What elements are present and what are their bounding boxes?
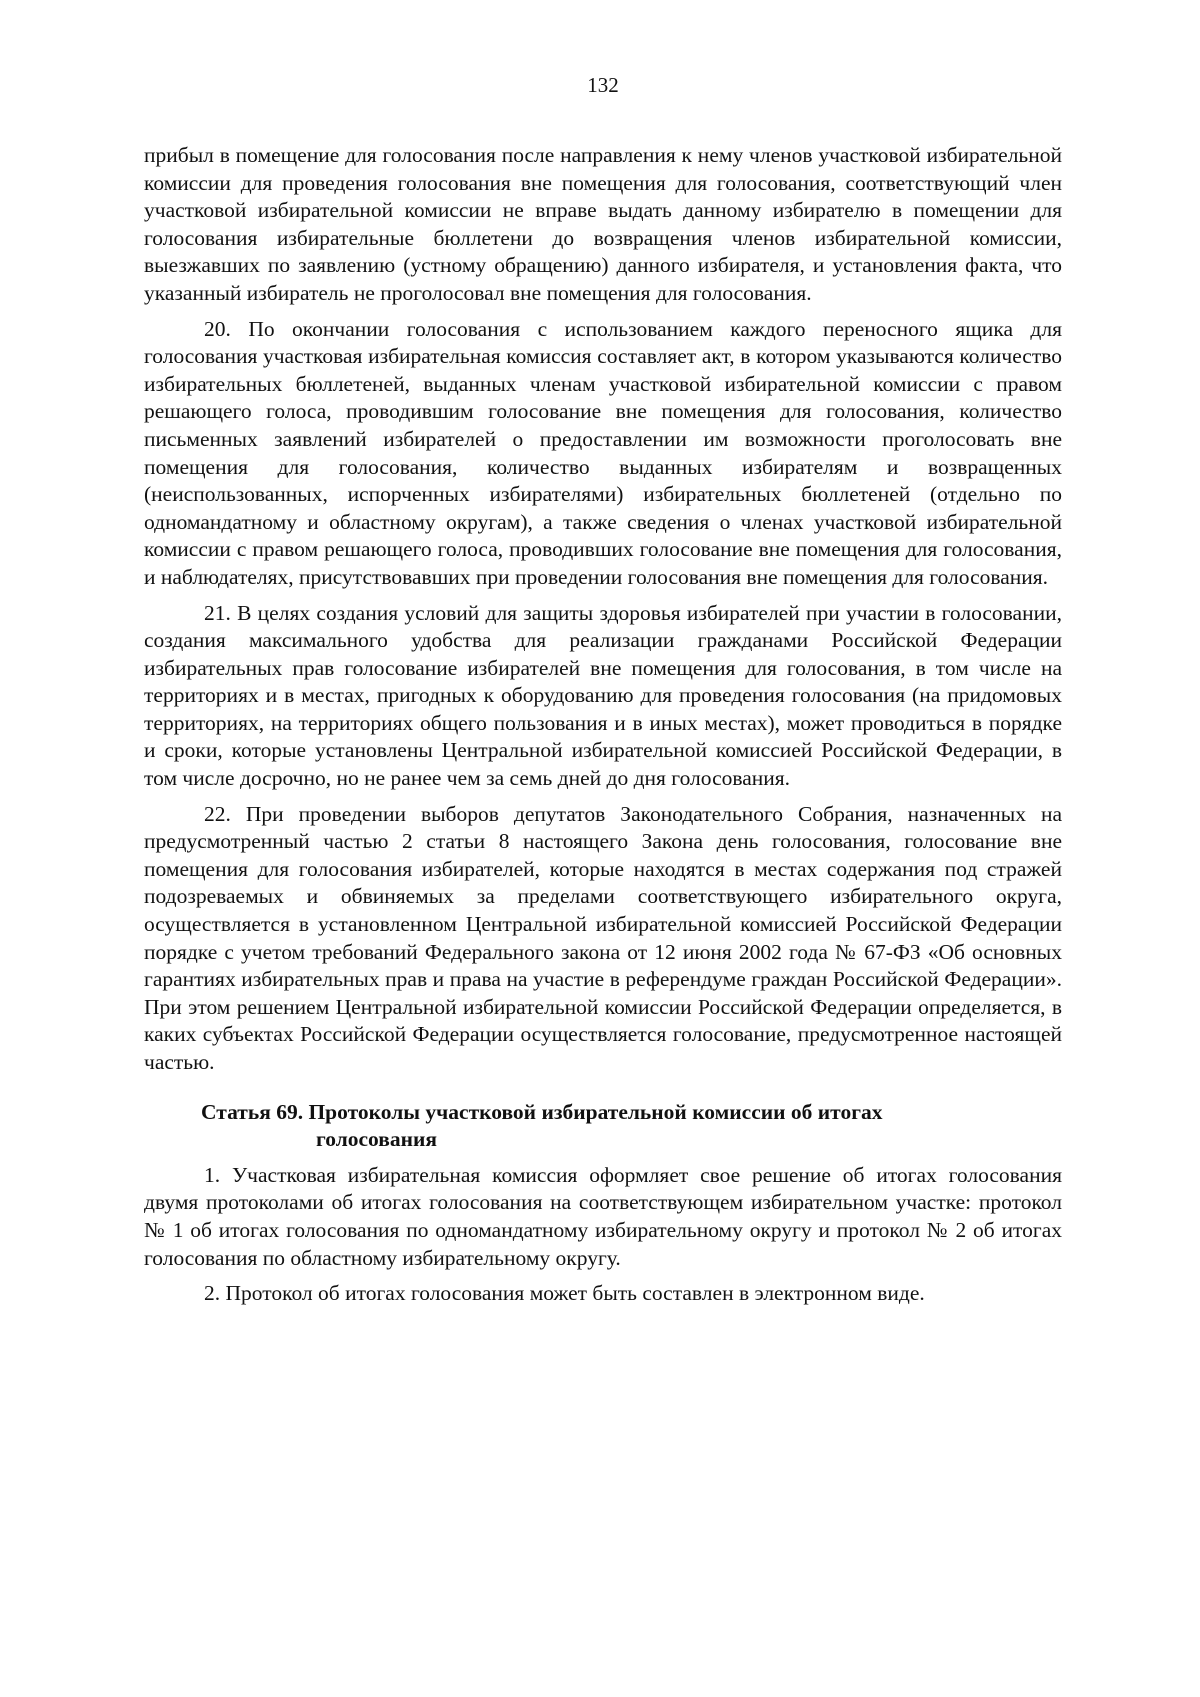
page-number: 132 bbox=[587, 73, 619, 97]
article-heading-line2: голосования bbox=[316, 1127, 438, 1152]
paragraph-22: 22. При проведении выборов депутатов Законодательного Собрания, назначенных на предусмотренный частью 2 статьи 8 настоящего Закона день голосования, голосование вне помещения для голосования избирателей, которые находятся в местах содержания под стражей подозреваемых и обвиняемых за пределами соответствующего избирательного округа, осуществляется в установленном Центральной избирательной комиссией Российской Федерации порядке с учетом требований Федерального закона от 12 июня 2002 года № 67-ФЗ «Об основных гарантиях избирательных прав и права на участие в референдуме граждан Российской Федерации». При этом решением Центральной избирательной комиссии Российской Федерации определяется, в каких субъектах Российской Федерации осуществляется голосование, предусмотренное настоящей частью. bbox=[144, 801, 1062, 1074]
article-paragraph-2: 2. Протокол об итогах голосования может быть составлен в электронном виде. bbox=[204, 1281, 925, 1306]
document-body bbox=[144, 142, 1062, 1316]
article-paragraph-1: 1. Участковая избирательная комиссия оформляет свое решение об итогах голосования двумя протоколами об итогах голосования на соответствующем избирательном участке: протокол № 1 об итогах голосования по одномандатному избирательному округу и протокол № 2 об итогах голосования по областному избирательному округу. bbox=[144, 1162, 1062, 1270]
article-heading-line1: Статья 69. Протоколы участковой избирательной комиссии об итогах bbox=[201, 1099, 883, 1124]
article-69-heading bbox=[144, 1099, 1062, 1154]
paragraph-21: 21. В целях создания условий для защиты здоровья избирателей при участии в голосовании, создания максимального удобства для реализации гражданами Российской Федерации избирательных прав голосование избирателей вне помещения для голосования, в том числе на территориях и в местах, пригодных к оборудованию для проведения голосования (на придомовых территориях, на территориях общего пользования и в иных местах), может проводиться в порядке и сроки, которые установлены Центральной избирательной комиссией Российской Федерации, в том числе досрочно, но не ранее чем за семь дней до дня голосования. bbox=[144, 600, 1062, 791]
paragraph-continuation: прибыл в помещение для голосования после направления к нему членов участковой избирательной комиссии для проведения голосования вне помещения для голосования, соответствующий член участковой избирательной комиссии не вправе выдать данному избирателю в помещении для голосования избирательные бюллетени до возвращения членов избирательной комиссии, выезжавших по заявлению (устному обращению) данного избирателя, и установления факта, что указанный избиратель не проголосовал вне помещения для голосования. bbox=[144, 143, 1062, 305]
paragraph-20: 20. По окончании голосования с использованием каждого переносного ящика для голосования участковая избирательная комиссия составляет акт, в котором указываются количество избирательных бюллетеней, выданных членам участковой избирательной комиссии с правом решающего голоса, проводившим голосование вне помещения для голосования, количество письменных заявлений избирателей о предоставлении им возможности проголосовать вне помещения для голосования, количество выданных избирателям и возвращенных (неиспользованных, испорченных избирателями) избирательных бюллетеней (отдельно по одномандатному и областному округам), а также сведения о членах участковой избирательной комиссии с правом решающего голоса, проводивших голосование вне помещения для голосования, и наблюдателях, присутствовавших при проведении голосования вне помещения для голосования. bbox=[144, 316, 1062, 589]
